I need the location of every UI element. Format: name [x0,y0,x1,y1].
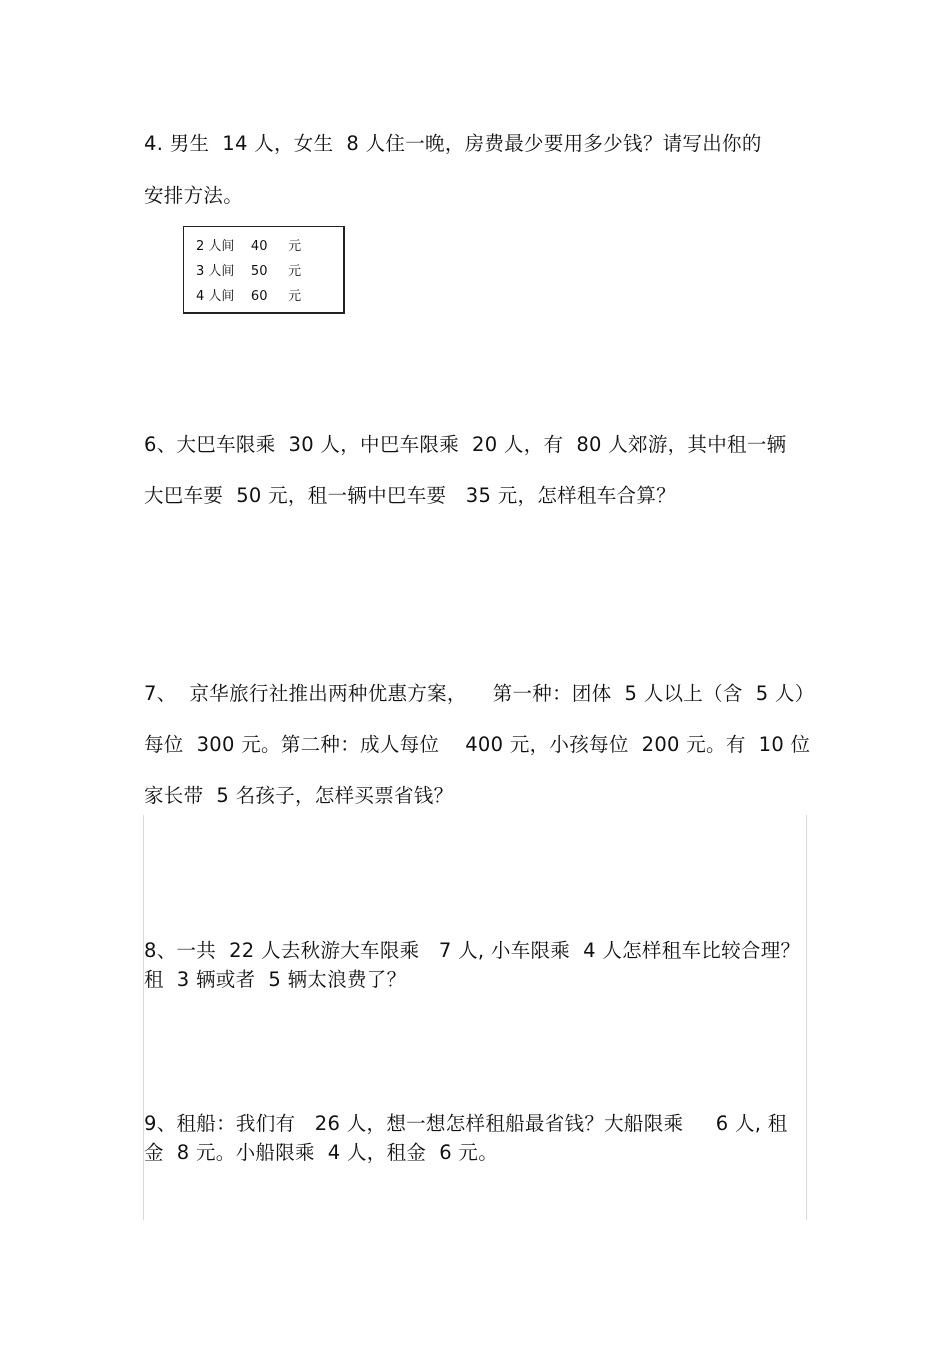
right-margin-rule [806,815,807,1220]
q6-text-line-1: 6、大巴车限乘 30 人，中巴车限乘 20 人，有 80 人郊游，其中租一辆 [144,433,787,456]
room-price-table [183,226,345,314]
q4-text-line-1: 4. 男生 14 人，女生 8 人住一晚，房费最少要用多少钱？请写出你的 [144,132,762,155]
q4-text-line-2: 安排方法。 [144,184,244,207]
q7-text-line-1: 7、 京华旅行社推出两种优惠方案， 第一种：团体 5 人以上（含 5 人） [144,682,815,705]
q7-text-line-3: 家长带 5 名孩子，怎样买票省钱？ [144,784,454,807]
price-row-4-person: 4 人间 60 元 [196,289,302,304]
price-row-2-person: 2 人间 40 元 [196,239,302,254]
q8-text-line-2: 租 3 辆或者 5 辆太浪费了？ [144,968,407,991]
q8-text-line-1: 8、一共 22 人去秋游大车限乘 7 人, 小车限乘 4 人怎样租车比较合理？ [144,939,801,962]
q9-text-line-1: 9、租船：我们有 26 人，想一想怎样租船最省钱？大船限乘 6 人, 租 [144,1112,788,1135]
q9-text-line-2: 金 8 元。小船限乘 4 人，租金 6 元。 [144,1141,499,1164]
q6-text-line-2: 大巴车要 50 元，租一辆中巴车要 35 元，怎样租车合算？ [144,484,676,507]
price-row-3-person: 3 人间 50 元 [196,264,302,279]
q7-text-line-2: 每位 300 元。第二种：成人每位 400 元，小孩每位 200 元。有 10 位 [144,733,811,756]
